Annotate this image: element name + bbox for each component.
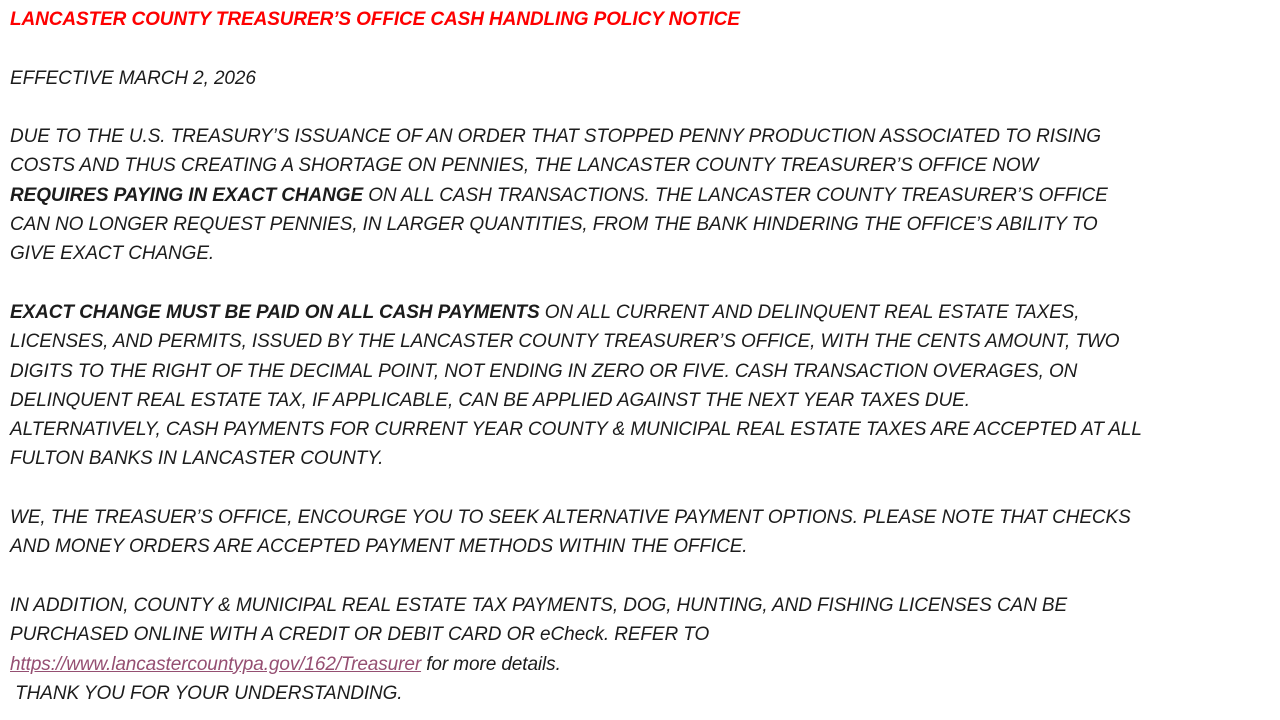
para2-line1-rest: ON ALL CURRENT AND DELINQUENT REAL ESTATE TAXES, [539, 301, 1080, 323]
para2-line4: DELINQUENT REAL ESTATE TAX, IF APPLICABLE, CAN BE APPLIED AGAINST THE NEXT YEAR TAXES DUE. [10, 389, 970, 411]
para3-line2: AND MONEY ORDERS ARE ACCEPTED PAYMENT METHODS WITHIN THE OFFICE. [10, 536, 748, 558]
para1-line2: COSTS AND THUS CREATING A SHORTAGE ON PENNIES, THE LANCASTER COUNTY TREASURER’S OFFICE NOW [10, 155, 1039, 177]
paragraph-exact-change-policy [10, 298, 1270, 474]
para2-line2: LICENSES, AND PERMITS, ISSUED BY THE LANCASTER COUNTY TREASURER’S OFFICE, WITH THE CENTS AMOUNT, TWO [10, 331, 1120, 353]
spacer [10, 269, 1270, 298]
effective-date-line: EFFECTIVE MARCH 2, 2026 [10, 67, 256, 89]
exact-change-must-be-paid-bold-text: EXACT CHANGE MUST BE PAID ON ALL CASH PAYMENTS [10, 301, 540, 323]
paragraph-online-payments [10, 591, 1270, 708]
thank-you-line: THANK YOU FOR YOUR UNDERSTANDING. [10, 682, 403, 704]
spacer [10, 474, 1270, 503]
para1-line1: DUE TO THE U.S. TREASURY’S ISSUANCE OF AN ORDER THAT STOPPED PENNY PRODUCTION ASSOCIATED TO RISING [10, 126, 1101, 148]
para4-line3 [10, 650, 1270, 679]
requires-exact-change-bold-text: REQUIRES PAYING IN EXACT CHANGE [10, 184, 364, 206]
para2-line3: DIGITS TO THE RIGHT OF THE DECIMAL POINT, NOT ENDING IN ZERO OR FIVE. CASH TRANSACTION OVERAGES, ON [10, 360, 1078, 382]
para1-line3 [10, 181, 1270, 210]
para2-line5: ALTERNATIVELY, CASH PAYMENTS FOR CURRENT YEAR COUNTY & MUNICIPAL REAL ESTATE TAXES ARE ACCEPTED AT ALL [10, 419, 1142, 441]
paragraph-penny-shortage [10, 122, 1270, 268]
spacer [10, 562, 1270, 591]
para2-line1 [10, 298, 1270, 327]
para3-line1: WE, THE TREASUER’S OFFICE, ENCOURGE YOU TO SEEK ALTERNATIVE PAYMENT OPTIONS. PLEASE NOTE THAT CHECKS [10, 507, 1131, 529]
para4-line3-rest: for more details. [421, 653, 561, 675]
para1-line4: CAN NO LONGER REQUEST PENNIES, IN LARGER QUANTITIES, FROM THE BANK HINDERING THE OFFICE’S ABILITY TO [10, 214, 1098, 236]
spacer [10, 34, 1270, 63]
para4-line1: IN ADDITION, COUNTY & MUNICIPAL REAL ESTATE TAX PAYMENTS, DOG, HUNTING, AND FISHING LICENSES CAN BE [10, 594, 1068, 616]
treasurer-website-link[interactable]: https://www.lancastercountypa.gov/162/Treasurer [10, 653, 422, 675]
para1-line5: GIVE EXACT CHANGE. [10, 243, 215, 265]
para1-line3-rest: ON ALL CASH TRANSACTIONS. THE LANCASTER COUNTY TREASURER’S OFFICE [363, 184, 1108, 206]
notice-title: LANCASTER COUNTY TREASURER’S OFFICE CASH HANDLING POLICY NOTICE [10, 9, 740, 30]
spacer [10, 93, 1270, 122]
para2-line6: FULTON BANKS IN LANCASTER COUNTY. [10, 448, 384, 470]
para4-line2: PURCHASED ONLINE WITH A CREDIT OR DEBIT CARD OR eCheck. REFER TO [10, 624, 710, 646]
paragraph-alternative-payments [10, 503, 1270, 562]
